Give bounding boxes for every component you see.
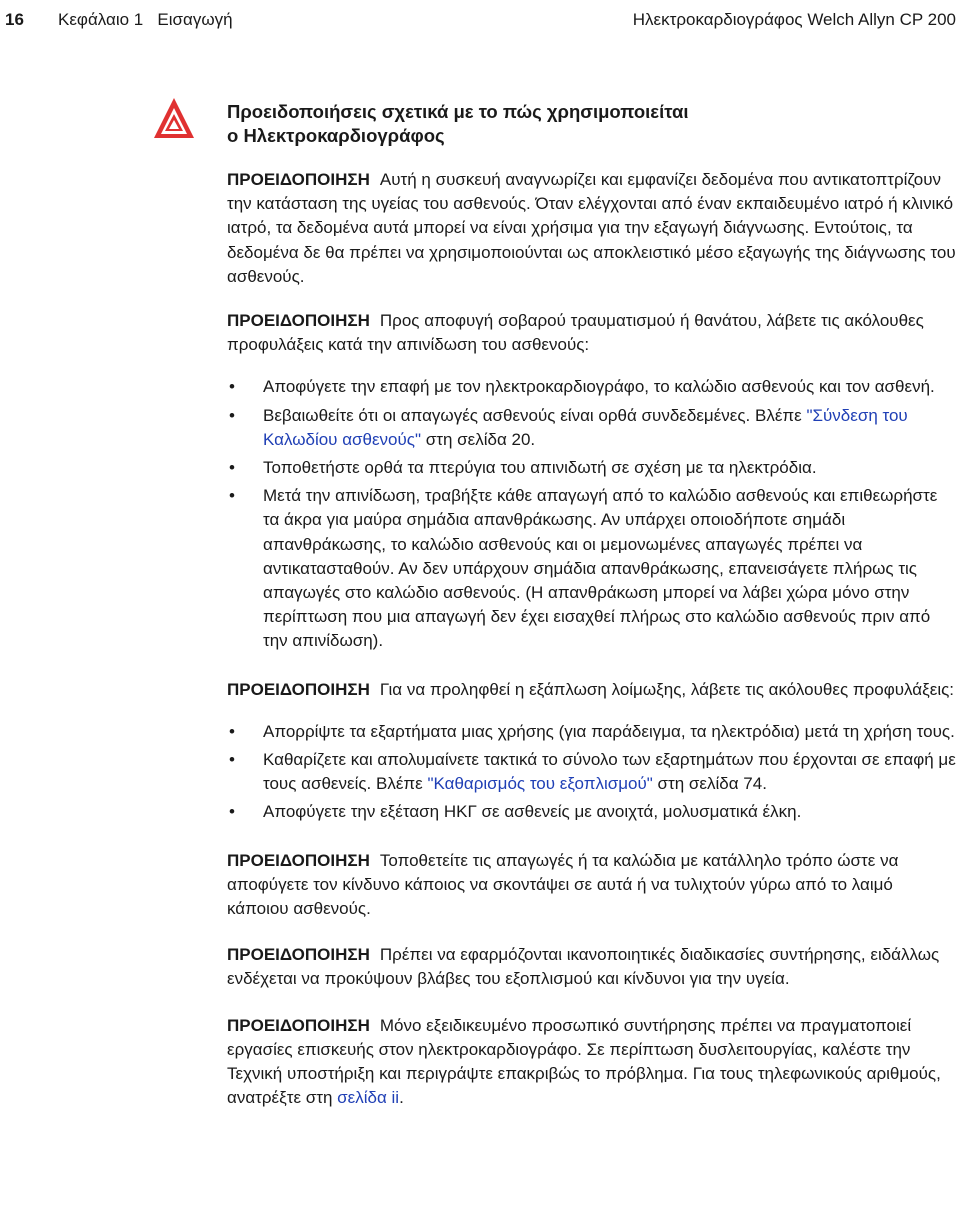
infection-precautions-list	[227, 720, 957, 825]
list-item-text: στη σελίδα 20.	[421, 429, 536, 449]
list-item	[227, 456, 957, 480]
bullet: •	[229, 750, 235, 770]
warning-4	[227, 849, 957, 922]
warning-label: ΠΡΟΕΙΔΟΠΟΙΗΣΗ	[227, 1015, 370, 1035]
bullet: •	[229, 377, 235, 397]
warning-6	[227, 1014, 957, 1111]
bullet: •	[229, 458, 235, 478]
list-item	[227, 748, 957, 796]
bullet: •	[229, 405, 235, 425]
warning-3-text: Για να προληφθεί η εξάπλωση λοίμωξης, λάβετε τις ακόλουθες προφυλάξεις:	[379, 679, 955, 699]
warning-triangle-icon	[152, 96, 196, 148]
warnings-content	[227, 168, 957, 1133]
list-item-text: Μετά την απινίδωση, τραβήξτε κάθε απαγωγή από το καλώδιο ασθενούς και επιθεωρήστε τα άκρα για μαύρα σημάδια απανθράκωσης. Αν υπάρχει οποιοδήποτε σημάδι απανθράκωσης, το καλώδιο ασθενούς και οι μεμονωμένες απαγωγές πρέπει να αντικατασταθούν. Αν δεν υπάρχουν σημάδια απανθράκωσης, επανεισάγετε πλήρως τις απαγωγές στο καλώδιο ασθενούς. (Η απανθράκωση μπορεί να λάβει χώρα μόνο στην περίπτωση που μια απαγωγή δεν έχει εισαχθεί πλήρως στο καλώδιο ασθενούς πριν από την απινίδωση).	[263, 486, 938, 651]
list-item-text: Απορρίψτε τα εξαρτήματα μιας χρήσης (για παράδειγμα, τα ηλεκτρόδια) μετά τη χρήση τους.	[263, 721, 955, 741]
warning-1-text: Αυτή η συσκευή αναγνωρίζει και εμφανίζει δεδομένα που αντικατοπτρίζουν την κατάσταση της υγείας του ασθενούς. Όταν ελέγχονται από έναν εκπαιδευμένο ιατρό ή κλινικό ιατρό, τα δεδομένα αυτά μπορεί να είναι χρήσιμα για την εξαγωγή διάγνωσης. Εντούτοις, τα δεδομένα δε θα πρέπει να χρησιμοποιούνται ως αποκλειστικό μέσο εξαγωγής της διάγνωσης του ασθενούς.	[227, 170, 956, 286]
warning-2	[227, 309, 957, 357]
warning-1	[227, 168, 957, 289]
page-number: 16	[5, 10, 24, 29]
list-item-text: Αποφύγετε την επαφή με τον ηλεκτροκαρδιογράφο, το καλώδιο ασθενούς και τον ασθενή.	[263, 377, 935, 397]
bullet: •	[229, 721, 235, 741]
warning-5	[227, 943, 957, 991]
warning-label: ΠΡΟΕΙΔΟΠΟΙΗΣΗ	[227, 679, 370, 699]
product-name: Ηλεκτροκαρδιογράφος Welch Allyn CP 200	[632, 10, 956, 29]
warning-label: ΠΡΟΕΙΔΟΠΟΙΗΣΗ	[227, 170, 370, 189]
list-item	[227, 800, 957, 824]
list-item-text: Αποφύγετε την εξέταση ΗΚΓ σε ασθενείς με ανοιχτά, μολυσματικά έλκη.	[263, 802, 802, 822]
list-item-text: Βεβαιωθείτε ότι οι απαγωγές ασθενούς είναι ορθά συνδεδεμένες. Βλέπε	[263, 405, 807, 425]
cleaning-equipment-link[interactable]: "Καθαρισμός του εξοπλισμού"	[427, 774, 653, 794]
warning-5-text: Πρέπει να εφαρμόζονται ικανοποιητικές διαδικασίες συντήρησης, ειδάλλως ενδέχεται να προκύψουν βλάβες του εξοπλισμού και κίνδυνοι για την υγεία.	[227, 945, 940, 989]
warning-2-text: Προς αποφυγή σοβαρού τραυματισμού ή θανάτου, λάβετε τις ακόλουθες προφυλάξεις κατά την απινίδωση του ασθενούς:	[227, 311, 924, 355]
list-item	[227, 375, 957, 399]
list-item	[227, 484, 957, 653]
warning-label: ΠΡΟΕΙΔΟΠΟΙΗΣΗ	[227, 311, 370, 331]
warning-label: ΠΡΟΕΙΔΟΠΟΙΗΣΗ	[227, 945, 370, 965]
patient-cable-link[interactable]: "Σύνδεση του Καλωδίου ασθενούς"	[263, 405, 908, 449]
warning-label: ΠΡΟΕΙΔΟΠΟΙΗΣΗ	[227, 850, 370, 870]
list-item-text: Καθαρίζετε και απολυμαίνετε τακτικά το σύνολο των εξαρτημάτων που έρχονται σε επαφή με τους ασθενείς. Βλέπε	[263, 750, 956, 794]
defibrillation-precautions-list	[227, 375, 957, 653]
warning-6-text: Μόνο εξειδικευμένο προσωπικό συντήρησης πρέπει να πραγματοποιεί εργασίες επισκευής στον ηλεκτροκαρδιογράφο. Σε περίπτωση δυσλειτουργίας, καλέστε την Τεχνική υποστήριξη και περιγράψτε επακριβώς το πρόβλημα. Για τους τηλεφωνικούς αριθμούς, ανατρέξτε στη	[227, 1015, 941, 1108]
chapter-title: Κεφάλαιο 1 Εισαγωγή	[58, 10, 233, 29]
section-title	[227, 100, 947, 148]
list-item-text: στη σελίδα 74.	[652, 774, 767, 794]
section-title-line-1: Προειδοποιήσεις σχετικά με το πώς χρησιμοποιείται	[227, 101, 689, 122]
list-item-text: Τοποθετήστε ορθά τα πτερύγια του απινιδωτή σε σχέση με τα ηλεκτρόδια.	[263, 458, 817, 478]
list-item	[227, 404, 957, 452]
bullet: •	[229, 486, 235, 506]
list-item	[227, 720, 957, 744]
warning-4-text: Τοποθετείτε τις απαγωγές ή τα καλώδια με κατάλληλο τρόπο ώστε να αποφύγετε τον κίνδυνο κάποιος να σκοντάψει σε αυτά ή να τυλιχτούν γύρω από το λαιμό κάποιου ασθενούς.	[227, 850, 899, 919]
page-ii-link[interactable]: σελίδα ii	[337, 1088, 400, 1108]
section-title-line-2: ο Ηλεκτροκαρδιογράφος	[227, 125, 445, 146]
warning-6-end: .	[399, 1088, 404, 1108]
warning-3	[227, 678, 957, 702]
bullet: •	[229, 802, 235, 822]
page-header	[0, 0, 960, 40]
